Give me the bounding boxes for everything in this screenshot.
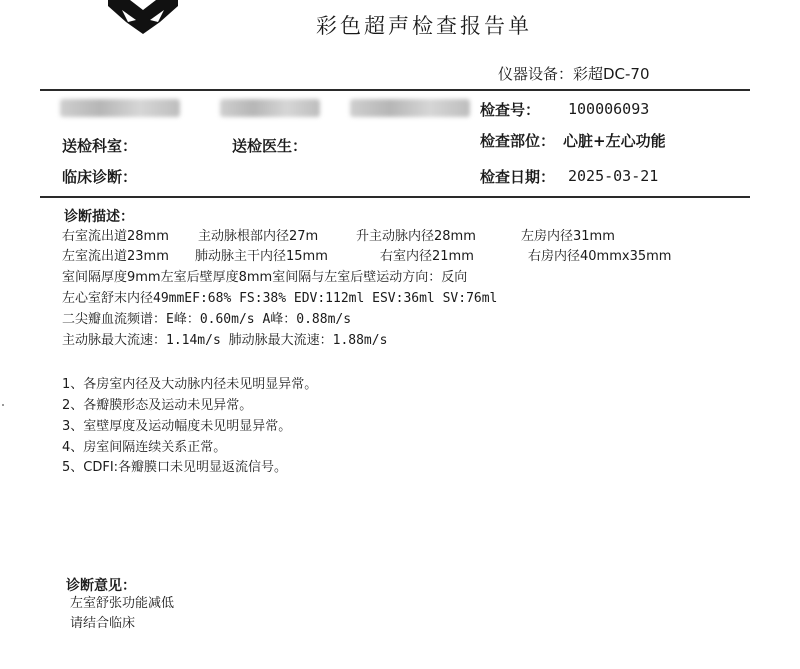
measure-lv-outflow: 左室流出道23mm <box>62 249 169 264</box>
exam-part-label: 检查部位： <box>480 132 556 150</box>
finding-item: 3、室壁厚度及运动幅度未见明显异常。 <box>62 419 292 434</box>
scan-speck <box>2 404 4 406</box>
header-bottom-rule <box>40 196 750 198</box>
septum-wall-line: 室间隔厚度9mm左室后壁厚度8mm室间隔与左室后壁运动方向：反向 <box>62 270 468 285</box>
exam-date-value: 2025-03-21 <box>568 167 659 185</box>
finding-item: 2、各瓣膜形态及运动未见异常。 <box>62 398 253 413</box>
redacted-patient-gender <box>220 99 320 117</box>
exam-no-label: 检查号： <box>480 101 541 119</box>
max-velocity-line: 主动脉最大流速：1.14m/s 肺动脉最大流速：1.88m/s <box>62 333 388 348</box>
report-title: 彩色超声检查报告单 <box>316 14 532 38</box>
measure-la: 左房内径31mm <box>521 229 615 244</box>
measure-ascending-aorta: 升主动脉内径28mm <box>356 229 476 244</box>
hospital-logo <box>108 0 178 34</box>
measure-rv-outflow: 右室流出道28mm <box>62 229 169 244</box>
conclusion-line: 左室舒张功能减低 <box>70 596 175 611</box>
finding-item: 1、各房室内径及大动脉内径未见明显异常。 <box>62 377 318 392</box>
exam-no-value: 100006093 <box>568 100 650 118</box>
lv-function-line: 左心室舒末内径49mmEF:68% FS:38% EDV:112ml ESV:36ml SV:76ml <box>62 291 498 306</box>
measure-pulmonary-trunk: 肺动脉主干内径15mm <box>195 249 328 264</box>
measure-ra: 右房内径40mmx35mm <box>528 249 672 264</box>
clinical-diagnosis-label: 临床诊断： <box>62 168 138 186</box>
dept-label: 送检科室： <box>62 137 138 155</box>
device-info: 仪器设备：彩超DC-70 <box>498 65 650 83</box>
finding-item: 5、CDFI:各瓣膜口未见明显返流信号。 <box>62 460 288 475</box>
finding-item: 4、房室间隔连续关系正常。 <box>62 440 227 455</box>
conclusion-line: 请结合临床 <box>70 616 136 631</box>
conclusion-title: 诊断意见： <box>66 578 136 594</box>
doctor-label: 送检医生： <box>232 137 308 155</box>
exam-date-label: 检查日期： <box>480 168 556 186</box>
redacted-patient-name <box>60 99 180 117</box>
measure-aortic-root: 主动脉根部内径27m <box>198 229 319 244</box>
header-top-rule <box>40 89 750 91</box>
redacted-patient-age <box>350 99 470 117</box>
mitral-flow-line: 二尖瓣血流频谱：E峰：0.60m/s A峰：0.88m/s <box>62 312 352 327</box>
measure-rv: 右室内径21mm <box>380 249 474 264</box>
description-title: 诊断描述： <box>64 209 134 225</box>
exam-part-value: 心脏+左心功能 <box>563 132 666 150</box>
